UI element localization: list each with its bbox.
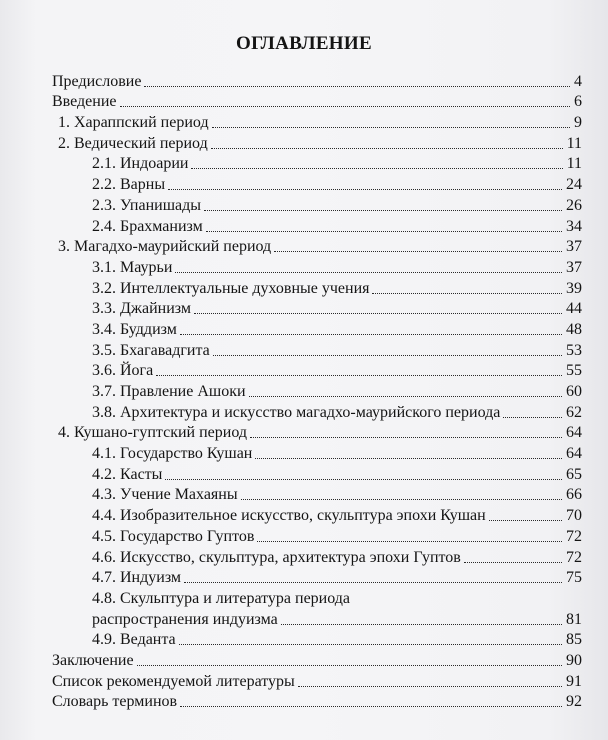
- toc-entry: [52, 484, 582, 505]
- toc-entry-title: 4.8. Скульптура и литература периода: [92, 589, 351, 607]
- toc-entry-title: 3.8. Архитектура и искусство магадхо-маурийского периода: [92, 403, 501, 421]
- toc-entry: [52, 649, 582, 670]
- toc-entry-page: 6: [574, 93, 582, 111]
- dot-leader: [184, 582, 562, 583]
- dot-leader: [179, 644, 562, 645]
- toc-entry-page: 55: [566, 362, 582, 380]
- toc-entry-page: 44: [566, 300, 582, 318]
- toc-entry-page: 85: [566, 631, 582, 649]
- toc-entry-page: 62: [566, 403, 582, 421]
- dot-leader: [180, 706, 562, 707]
- toc-entry: [52, 70, 582, 91]
- dot-leader: [274, 251, 562, 252]
- dot-leader: [180, 334, 562, 335]
- bleed-through-top: [0, 0, 608, 18]
- toc-entry-page: 72: [566, 548, 582, 566]
- toc-entry: [52, 153, 582, 174]
- toc-entry: [52, 339, 582, 360]
- toc-entry-page: 24: [566, 176, 582, 194]
- toc-entry-title: 4.4. Изобразительное искусство, скульптура эпохи Кушан: [92, 507, 486, 525]
- toc-entry-page: 26: [566, 196, 582, 214]
- toc-entry-page: 34: [566, 217, 582, 235]
- dot-leader: [191, 168, 562, 169]
- dot-leader: [281, 624, 562, 625]
- toc-entry-title: 3.1. Маурьи: [92, 258, 173, 276]
- toc-entry-page: 75: [566, 569, 582, 587]
- toc-entry: [52, 380, 582, 401]
- toc-entry: [52, 318, 582, 339]
- dot-leader: [194, 313, 562, 314]
- toc-entry-title: распространения индуизма: [92, 610, 278, 628]
- toc-entry-title: 3.2. Интеллектуальные духовные учения: [92, 279, 370, 297]
- toc-entry-page: 64: [566, 424, 582, 442]
- bleed-through-bottom: [0, 722, 608, 740]
- toc-entry-page: 91: [566, 672, 582, 690]
- toc-entry: [52, 91, 582, 112]
- toc-entry-page: 92: [566, 693, 582, 711]
- dot-leader: [137, 665, 562, 666]
- toc-entry-page: 72: [566, 527, 582, 545]
- toc-entry-page: 81: [566, 610, 582, 628]
- toc-entry-title: 4.2. Касты: [92, 465, 163, 483]
- toc-entry: [52, 587, 582, 608]
- dot-leader: [204, 210, 562, 211]
- toc-entry-title: 2.2. Варны: [92, 176, 166, 194]
- dot-leader: [213, 355, 562, 356]
- toc-entry: [52, 670, 582, 691]
- toc-entry-page: 60: [566, 383, 582, 400]
- dot-leader: [250, 437, 562, 438]
- toc-entry-title: Заключение: [52, 651, 134, 669]
- toc-entry: [52, 277, 582, 298]
- toc-entry-title: Словарь терминов: [52, 693, 178, 711]
- dot-leader: [120, 106, 571, 107]
- toc-entry-title: 3.5. Бхагавадгита: [92, 341, 210, 359]
- toc-entry-title: 3.3. Джайнизм: [92, 300, 191, 318]
- dot-leader: [257, 541, 562, 542]
- toc-entry: [52, 111, 582, 132]
- toc-entry-page: 9: [574, 114, 582, 132]
- toc-entry-page: 70: [566, 507, 582, 525]
- dot-leader: [241, 499, 562, 500]
- toc-entry: [52, 298, 582, 319]
- toc-entry: [52, 256, 582, 277]
- toc-entry-title: 4.7. Индуизм: [92, 569, 182, 587]
- toc-entry-title: 4.6. Искусство, скульптура, архитектура эпохи Гуптов: [92, 548, 461, 566]
- toc-entry: [52, 525, 582, 546]
- dot-leader: [165, 479, 562, 480]
- toc-entry-page: 64: [566, 445, 582, 463]
- dot-leader: [144, 86, 570, 87]
- toc-entry-page: 4: [574, 72, 582, 90]
- toc-entry-title: Список рекомендуемой литературы: [52, 672, 295, 690]
- toc-entry: [52, 194, 582, 215]
- toc-entry-title: 1. Хараппский период: [58, 114, 209, 132]
- dot-leader: [489, 520, 562, 521]
- toc-heading: ОГЛАВЛЕНИЕ: [236, 33, 372, 54]
- dot-leader: [206, 231, 562, 232]
- toc-entry-page: 39: [566, 279, 582, 297]
- dot-leader: [298, 686, 562, 687]
- dot-leader: [503, 417, 562, 418]
- toc-entry-title: 4.5. Государство Гуптов: [92, 527, 255, 545]
- toc-entry: [52, 567, 582, 588]
- dot-leader: [168, 189, 562, 190]
- toc-entry-title: 3.4. Буддизм: [92, 320, 177, 338]
- toc-entry: [52, 629, 582, 650]
- dot-leader: [211, 148, 563, 149]
- toc-entry: [52, 173, 582, 194]
- toc-entry: [52, 691, 582, 712]
- toc-entry-title: 3. Магадхо-маурийский период: [58, 238, 272, 256]
- toc-entry-title: 3.6. Йога: [92, 362, 154, 380]
- dot-leader: [212, 127, 570, 128]
- dot-leader: [249, 396, 562, 397]
- toc-entry-title: Введение: [52, 93, 117, 111]
- toc-entry-title: 4.1. Государство Кушан: [92, 445, 253, 463]
- toc-entry-title: 4. Кушано-гуптский период: [58, 424, 247, 442]
- toc-entry: [52, 215, 582, 236]
- toc-entry-title: 2.3. Упанишады: [92, 196, 202, 214]
- toc-entry: [52, 236, 582, 257]
- dot-leader: [175, 272, 562, 273]
- toc-entry: [52, 504, 582, 525]
- toc-entry-page: 48: [566, 320, 582, 338]
- toc-entry-page: 11: [566, 134, 582, 152]
- toc-entry: [52, 401, 582, 422]
- toc-entry-title: 4.9. Веданта: [92, 631, 176, 649]
- dot-leader: [255, 458, 562, 459]
- dot-leader: [372, 293, 562, 294]
- toc-entry-title: 3.7. Правление Ашоки: [92, 383, 246, 400]
- toc-entry-page: 37: [566, 258, 582, 276]
- toc-entry-title: 2.4. Брахманизм: [92, 217, 203, 235]
- toc-entry: [52, 463, 582, 484]
- toc-entry-page: 11: [566, 155, 582, 173]
- toc-entry-page: 66: [566, 486, 582, 504]
- dot-leader: [156, 375, 562, 376]
- toc-entry: [52, 546, 582, 567]
- toc-entry: [52, 360, 582, 381]
- toc-entry: [52, 422, 582, 443]
- toc-entry-page: 90: [566, 651, 582, 669]
- toc-entry-title: Предисловие: [52, 72, 142, 90]
- toc-entry-title: 4.3. Учение Махаяны: [92, 486, 238, 504]
- dot-leader: [464, 562, 562, 563]
- table-of-contents: [52, 70, 582, 711]
- toc-entry-title: 2. Ведический период: [58, 134, 208, 152]
- toc-entry: [52, 132, 582, 153]
- toc-entry-page: 37: [566, 238, 582, 256]
- toc-entry-page: 53: [566, 341, 582, 359]
- toc-entry-title: 2.1. Индоарии: [92, 155, 189, 173]
- toc-entry-page: 65: [566, 465, 582, 483]
- toc-entry: [52, 442, 582, 463]
- toc-entry: [52, 608, 582, 629]
